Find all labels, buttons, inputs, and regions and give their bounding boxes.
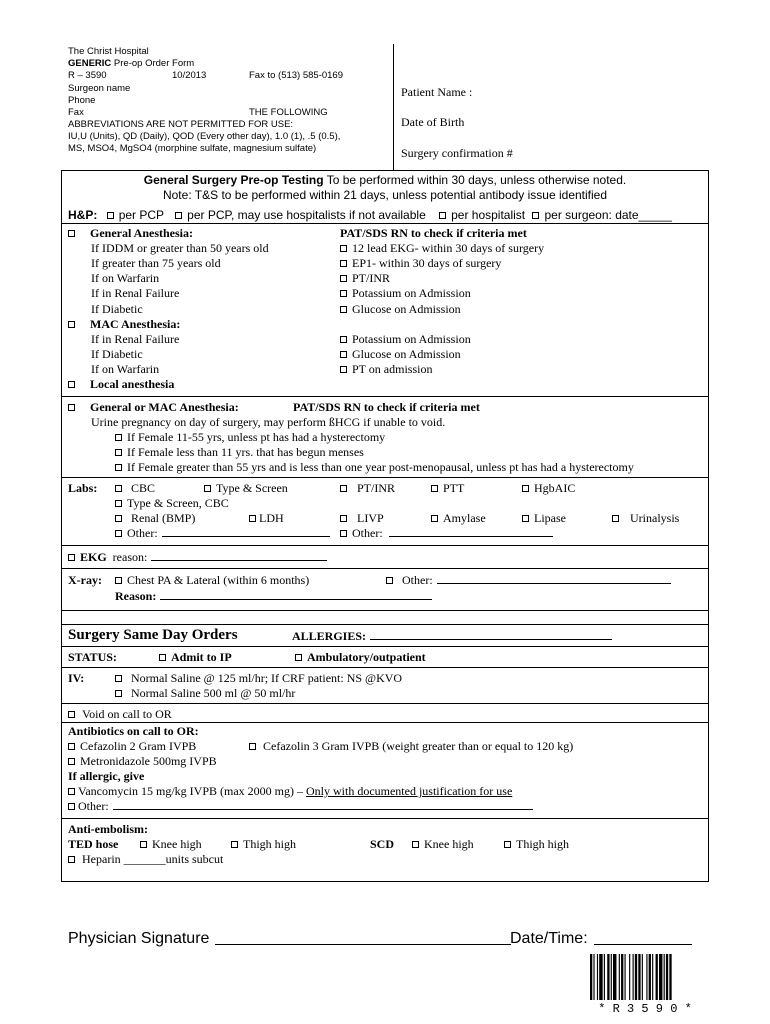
mac-item: If in Renal Failure <box>91 332 180 346</box>
lab-type-screen-label: Type & Screen <box>216 481 288 495</box>
barcode-text: * R 3 5 9 0 * <box>598 1002 692 1014</box>
lab-urinalysis[interactable] <box>612 511 679 525</box>
physician-signature-label: Physician Signature <box>68 930 210 947</box>
lab-other-1[interactable] <box>115 526 330 540</box>
antibiotic-other-field[interactable] <box>113 799 533 810</box>
ted-hose-label: TED hose <box>68 837 119 851</box>
fax-label: Fax <box>68 107 84 118</box>
barcode-bar <box>607 954 609 1000</box>
allergies-row <box>292 629 612 643</box>
checkbox[interactable] <box>115 515 122 522</box>
barcode-bar <box>659 954 662 1000</box>
checkbox[interactable] <box>340 306 347 313</box>
lab-ldh-label: LDH <box>259 511 284 525</box>
pat-item-label: Glucose on Admission <box>352 302 461 316</box>
preg-item[interactable] <box>115 445 364 459</box>
following-label: THE FOLLOWING <box>249 107 328 118</box>
checkbox[interactable] <box>340 515 347 522</box>
lab-other-label: Other: <box>352 526 383 540</box>
lab-type-screen-cbc[interactable] <box>115 496 229 510</box>
lab-hgbaic[interactable] <box>522 481 575 495</box>
mac-pat-item-label: PT on admission <box>352 362 433 376</box>
checkbox[interactable] <box>115 530 122 537</box>
checkbox[interactable] <box>115 449 122 456</box>
pat-item[interactable] <box>340 302 461 316</box>
divider <box>61 223 709 224</box>
lab-urinalysis-label: Urinalysis <box>630 511 680 525</box>
hp-per-hospitalist-label: per hospitalist <box>451 208 526 222</box>
lab-other-field[interactable] <box>389 526 553 537</box>
checkbox[interactable] <box>68 321 75 328</box>
form-name <box>68 58 194 70</box>
pat-item-label: EP1- within 30 days of surgery <box>352 256 502 270</box>
xray-other-field[interactable] <box>437 573 671 584</box>
scd-knee-label: Knee high <box>424 837 474 851</box>
barcode-bar <box>635 954 637 1000</box>
status-label: STATUS: <box>68 650 117 664</box>
preg-item[interactable] <box>115 430 385 444</box>
checkbox[interactable] <box>412 841 419 848</box>
lab-type-screen-cbc-label: Type & Screen, CBC <box>127 496 229 510</box>
antibiotic-vanco-justification: Only with documented justification for use <box>305 784 513 798</box>
checkbox[interactable] <box>522 515 529 522</box>
checkbox[interactable] <box>68 711 75 718</box>
status-admit-label: Admit to IP <box>171 650 232 664</box>
checkbox[interactable] <box>68 788 75 795</box>
form-name-bold: GENERIC <box>68 58 112 69</box>
hospital-name: The Christ Hospital <box>68 46 149 57</box>
xray-reason <box>115 589 432 603</box>
checkbox[interactable] <box>140 841 147 848</box>
checkbox[interactable] <box>340 275 347 282</box>
form-code: R – 3590 <box>68 70 107 81</box>
mac-pat-item-label: Potassium on Admission <box>352 332 471 346</box>
ted-thigh-label: Thigh high <box>243 837 296 851</box>
surgery-confirmation-label: Surgery confirmation # <box>401 146 513 160</box>
antibiotic-metro-label: Metronidazole 500mg IVPB <box>80 754 217 768</box>
pat-item[interactable] <box>340 241 544 255</box>
antibiotic-metro[interactable] <box>68 754 217 768</box>
divider <box>61 610 709 611</box>
divider <box>61 667 709 668</box>
header-divider <box>393 44 394 170</box>
divider <box>61 703 709 704</box>
ted-knee-label: Knee high <box>152 837 202 851</box>
scd-thigh[interactable] <box>504 837 569 851</box>
hp-per-pcp-checkbox[interactable] <box>107 208 164 222</box>
local-anesthesia-row[interactable] <box>68 377 174 391</box>
void-row[interactable] <box>68 707 172 721</box>
antibiotic-cef2-label: Cefazolin 2 Gram IVPB <box>80 739 197 753</box>
status-admit[interactable] <box>159 650 232 664</box>
barcode-bar <box>599 954 602 1000</box>
xray-chest-label: Chest PA & Lateral (within 6 months) <box>127 573 310 587</box>
checkbox[interactable] <box>68 856 75 863</box>
general-anesthesia-row[interactable] <box>68 226 193 240</box>
lab-ptt-label: PTT <box>443 481 465 495</box>
hp-hospitalist-if-label: per PCP, may use hospitalists if not available <box>187 208 426 222</box>
preg-text: Urine pregnancy on day of surgery, may perform ßHCG if unable to void. <box>91 415 446 429</box>
date-time-field[interactable] <box>594 930 692 945</box>
barcode-bar <box>597 954 598 1000</box>
divider <box>61 624 709 625</box>
checkbox[interactable] <box>340 290 347 297</box>
mac-item: If on Warfarin <box>91 362 160 376</box>
hp-label: H&P: <box>68 208 98 222</box>
checkbox[interactable] <box>504 841 511 848</box>
date-time <box>510 930 692 948</box>
antibiotic-cef3[interactable] <box>249 739 573 753</box>
abbr-line-2: IU,U (Units), QD (Daily), QOD (Every other day), 1.0 (1), .5 (0.5), <box>68 131 341 142</box>
labs-label: Labs: <box>68 481 98 495</box>
barcode-bar <box>621 954 623 1000</box>
pat-item-label: 12 lead EKG- within 30 days of surgery <box>352 241 545 255</box>
checkbox[interactable] <box>68 404 75 411</box>
embolism-title: Anti-embolism: <box>68 822 148 836</box>
lab-other-field[interactable] <box>162 526 330 537</box>
general-item: If Diabetic <box>91 302 143 316</box>
checkbox[interactable] <box>431 485 438 492</box>
ekg-reason-field[interactable] <box>151 550 327 561</box>
lab-type-screen[interactable] <box>204 481 288 495</box>
xray-reason-label: Reason: <box>115 589 157 603</box>
barcode <box>588 954 702 1014</box>
checkbox[interactable] <box>340 260 347 267</box>
mac-pat-item-label: Glucose on Admission <box>352 347 461 361</box>
allergies-field[interactable] <box>370 629 612 640</box>
patient-name-label: Patient Name : <box>401 85 473 99</box>
preg-item[interactable] <box>115 460 634 474</box>
ekg-reason-label: reason: <box>112 550 148 564</box>
hp-per-pcp-label: per PCP <box>118 208 164 222</box>
status-ambulatory[interactable] <box>295 650 426 664</box>
ted-knee[interactable] <box>140 837 202 851</box>
general-item: If greater than 75 years old <box>91 256 221 270</box>
lab-lipase-label: Lipase <box>534 511 566 525</box>
checkbox[interactable] <box>340 245 347 252</box>
barcode-bar <box>590 954 592 1000</box>
scd-label: SCD <box>370 837 395 851</box>
checkbox[interactable] <box>439 212 446 219</box>
barcode-bar <box>666 954 668 1000</box>
checkbox[interactable] <box>295 654 302 661</box>
checkbox[interactable] <box>612 515 619 522</box>
xray-label: X-ray: <box>68 573 102 587</box>
checkbox[interactable] <box>68 230 75 237</box>
dob-label: Date of Birth <box>401 115 465 129</box>
checkbox[interactable] <box>386 577 393 584</box>
phone-label: Phone <box>68 95 96 106</box>
barcode-bar <box>649 954 651 1000</box>
checkbox[interactable] <box>159 654 166 661</box>
barcode-bar <box>629 954 630 1000</box>
lab-livp[interactable] <box>340 511 384 525</box>
abbr-line-1: ABBREVIATIONS ARE NOT PERMITTED FOR USE: <box>68 119 294 130</box>
checkbox[interactable] <box>68 554 75 561</box>
preg-item-label: If Female less than 11 yrs. that has begun menses <box>127 445 364 459</box>
checkbox[interactable] <box>340 351 347 358</box>
ekg-row[interactable] <box>68 550 327 564</box>
void-label: Void on call to OR <box>82 707 172 721</box>
pat-header: PAT/SDS RN to check if criteria met <box>340 226 527 240</box>
pat-item-label: PT/INR <box>352 271 391 285</box>
lab-ldh[interactable] <box>249 511 284 525</box>
scd-knee[interactable] <box>412 837 474 851</box>
checkbox[interactable] <box>68 743 75 750</box>
heparin-label: Heparin _______units subcut <box>82 852 224 866</box>
antibiotic-cef3-label: Cefazolin 3 Gram IVPB (weight greater than or equal to 120 kg) <box>263 739 574 753</box>
barcode-bar <box>625 954 626 1000</box>
lab-livp-label: LIVP <box>357 511 384 525</box>
barcode-bar <box>646 954 647 1000</box>
status-ambulatory-label: Ambulatory/outpatient <box>307 650 426 664</box>
xray-other-label: Other: <box>402 573 433 587</box>
lab-hgbaic-label: HgbAIC <box>534 481 576 495</box>
mac-pat-item[interactable] <box>340 347 461 361</box>
lab-other-label: Other: <box>127 526 158 540</box>
barcode-bar <box>656 954 658 1000</box>
lab-amylase-label: Amylase <box>443 511 486 525</box>
ted-thigh[interactable] <box>231 837 296 851</box>
preg-anesthesia-label: General or MAC Anesthesia: <box>90 400 239 414</box>
divider <box>61 477 709 478</box>
checkbox[interactable] <box>68 381 75 388</box>
barcode-bar <box>642 954 643 1000</box>
antibiotic-other-label: Other: <box>78 799 109 813</box>
hp-per-surgeon-label: per surgeon: date_____ <box>544 208 672 222</box>
iv-option-1-label: Normal Saline @ 125 ml/hr; If CRF patient: NS @KVO <box>131 671 403 685</box>
antibiotic-vanco-label: Vancomycin 15 mg/kg IVPB (max 2000 mg) – <box>78 784 306 798</box>
barcode-bar <box>593 954 594 1000</box>
allergies-label: ALLERGIES: <box>292 629 367 643</box>
checkbox[interactable] <box>175 212 182 219</box>
preg-anesthesia-row[interactable] <box>68 400 239 414</box>
iv-option-1[interactable] <box>115 671 402 685</box>
testing-title-rest: To be performed within 30 days, unless otherwise noted. <box>323 173 627 187</box>
lab-ptt[interactable] <box>431 481 464 495</box>
checkbox[interactable] <box>115 500 122 507</box>
pat-item[interactable] <box>340 286 471 300</box>
preg-item-label: If Female 11-55 yrs, unless pt has had a hysterectomy <box>127 430 386 444</box>
pat-item-label: Potassium on Admission <box>352 286 471 300</box>
lab-amylase[interactable] <box>431 511 486 525</box>
barcode-bar <box>613 954 616 1000</box>
form-name-rest: Pre-op Order Form <box>111 58 195 69</box>
general-item: If on Warfarin <box>91 271 160 285</box>
divider <box>61 646 709 647</box>
form-date: 10/2013 <box>172 70 207 81</box>
checkbox[interactable] <box>340 366 347 373</box>
checkbox[interactable] <box>340 485 347 492</box>
lab-renal-label: Renal (BMP) <box>131 511 196 525</box>
divider <box>61 818 709 819</box>
lab-cbc[interactable] <box>115 481 155 495</box>
lab-pt-inr[interactable] <box>340 481 395 495</box>
xray-reason-field[interactable] <box>160 589 432 600</box>
checkbox[interactable] <box>115 464 122 471</box>
mac-pat-item[interactable] <box>340 362 432 376</box>
checkbox[interactable] <box>231 841 238 848</box>
abbr-line-3: MS, MSO4, MgSO4 (morphine sulfate, magnesium sulfate) <box>68 143 317 154</box>
divider <box>61 722 709 723</box>
testing-title <box>0 173 770 187</box>
ekg-label: EKG <box>80 550 107 564</box>
checkbox[interactable] <box>532 212 539 219</box>
antibiotic-cef2[interactable] <box>68 739 196 753</box>
mac-item: If Diabetic <box>91 347 143 361</box>
checkbox[interactable] <box>68 758 75 765</box>
general-item: If in Renal Failure <box>91 286 180 300</box>
checkbox[interactable] <box>204 485 211 492</box>
barcode-bar <box>611 954 612 1000</box>
physician-signature <box>68 930 511 948</box>
fax-to: Fax to (513) 585-0169 <box>249 70 344 81</box>
antibiotic-vanco[interactable] <box>68 784 512 798</box>
testing-note: Note: T&S to be performed within 21 days, unless potential antibody issue identified <box>162 188 608 202</box>
checkbox[interactable] <box>340 530 347 537</box>
checkbox[interactable] <box>115 485 122 492</box>
checkbox[interactable] <box>431 515 438 522</box>
hp-per-surgeon-checkbox[interactable] <box>532 208 671 222</box>
signature-field[interactable] <box>215 930 511 945</box>
orders-title: Surgery Same Day Orders <box>68 627 238 643</box>
iv-label: IV: <box>68 671 85 685</box>
mac-pat-item[interactable] <box>340 332 471 346</box>
hp-per-hospitalist-checkbox[interactable] <box>439 208 525 222</box>
general-item: If IDDM or greater than 50 years old <box>91 241 269 255</box>
checkbox[interactable] <box>249 743 256 750</box>
lab-renal[interactable] <box>115 511 195 525</box>
antibiotic-allergic-label: If allergic, give <box>68 769 145 783</box>
checkbox[interactable] <box>115 690 122 697</box>
checkbox[interactable] <box>340 336 347 343</box>
surgeon-name-label: Surgeon name <box>68 83 131 94</box>
mac-anesthesia-label: MAC Anesthesia: <box>90 317 181 331</box>
preg-item-label: If Female greater than 55 yrs and is less than one year post-menopausal, unless pt has had a hysterectomy <box>127 460 634 474</box>
lab-other-2[interactable] <box>340 526 553 540</box>
lab-pt-inr-label: PT/INR <box>357 481 396 495</box>
heparin-row[interactable] <box>68 852 223 866</box>
checkbox[interactable] <box>107 212 114 219</box>
divider <box>61 396 709 397</box>
local-anesthesia-label: Local anesthesia <box>90 377 175 391</box>
divider <box>61 545 709 546</box>
checkbox[interactable] <box>115 675 122 682</box>
barcode-bar <box>633 954 634 1000</box>
checkbox[interactable] <box>249 515 256 522</box>
barcode-bar <box>604 954 605 1000</box>
preg-pat-header: PAT/SDS RN to check if criteria met <box>293 400 480 414</box>
general-anesthesia-label: General Anesthesia: <box>90 226 193 240</box>
iv-option-2-label: Normal Saline 500 ml @ 50 ml/hr <box>131 686 296 700</box>
checkbox[interactable] <box>522 485 529 492</box>
testing-title-bold: General Surgery Pre-op Testing <box>143 173 324 187</box>
scd-thigh-label: Thigh high <box>516 837 569 851</box>
mac-anesthesia-row[interactable] <box>68 317 180 331</box>
checkbox[interactable] <box>68 803 75 810</box>
pat-item[interactable] <box>340 256 501 270</box>
antibiotic-other[interactable] <box>68 799 533 813</box>
hp-hospitalist-if-checkbox[interactable] <box>175 208 426 222</box>
hp-row <box>68 208 672 222</box>
iv-option-2[interactable] <box>115 686 295 700</box>
barcode-bar <box>669 954 671 1000</box>
antibiotics-title: Antibiotics on call to OR: <box>68 724 199 738</box>
checkbox[interactable] <box>115 434 122 441</box>
barcode-bar <box>619 954 620 1000</box>
pat-item[interactable] <box>340 271 390 285</box>
xray-other[interactable] <box>386 573 671 587</box>
divider <box>61 568 709 569</box>
barcode-bar <box>652 954 653 1000</box>
lab-lipase[interactable] <box>522 511 566 525</box>
barcode-bar <box>638 954 640 1000</box>
checkbox[interactable] <box>115 577 122 584</box>
date-time-label: Date/Time: <box>510 930 588 947</box>
xray-chest[interactable] <box>115 573 309 587</box>
barcode-bar <box>664 954 665 1000</box>
lab-cbc-label: CBC <box>131 481 156 495</box>
